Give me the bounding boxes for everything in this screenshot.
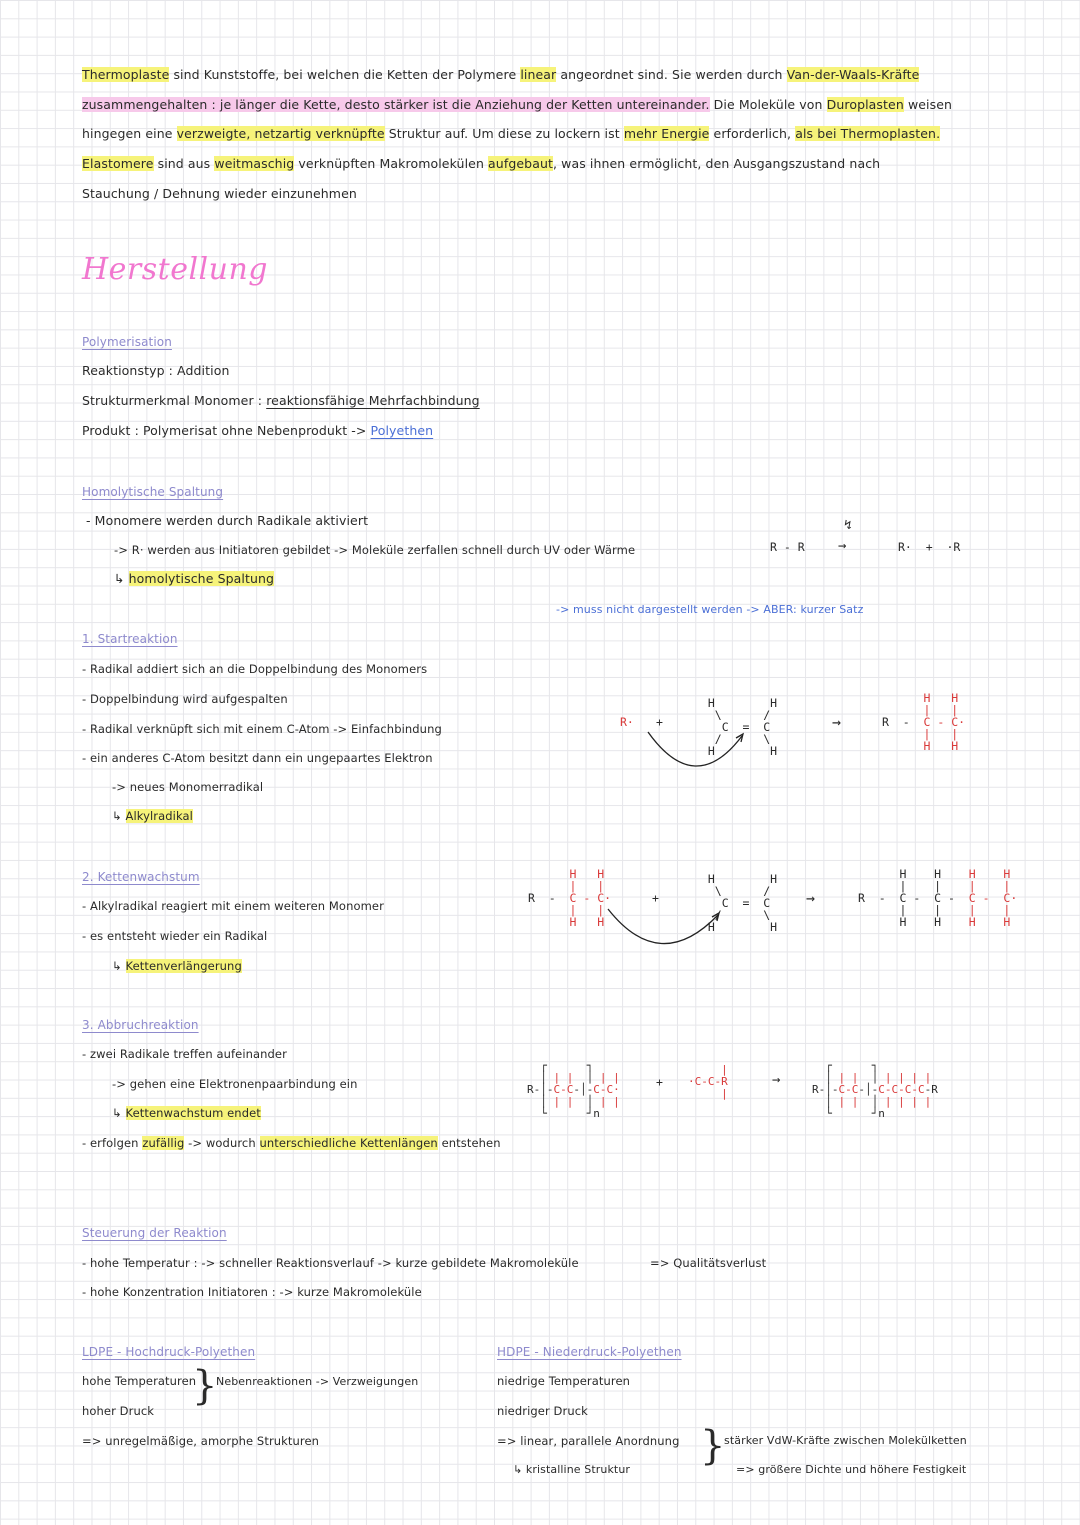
- intro-text: Die Moleküle von: [709, 97, 827, 112]
- term-thermoplaste: Thermoplaste: [82, 67, 170, 82]
- produkt-label: Produkt : Polymerisat ohne Nebenprodukt ->: [82, 423, 371, 438]
- term-als-thermoplasten: als bei Thermoplasten.: [795, 126, 941, 141]
- term-alkylradikal: Alkylradikal: [125, 809, 193, 823]
- intro-text: , was ihnen ermöglicht, den Ausgangszustand nach: [552, 156, 881, 171]
- reaction-arrow-termination: →: [772, 1072, 781, 1088]
- term-verzweigt: verzweigte, netzartig verknüpfte: [176, 126, 385, 141]
- electron-arrow-growth: [600, 905, 730, 965]
- ldpe-line-3: => unregelmäßige, amorphe Strukturen: [82, 1434, 320, 1448]
- abbruch-text: - erfolgen: [82, 1136, 143, 1150]
- intro-line-3: [82, 126, 940, 142]
- intro-line-5: Stauchung / Dehnung wieder einzunehmen: [82, 186, 357, 201]
- intro-text: sind Kunststoffe, bei welchen die Ketten der Polymere: [169, 67, 521, 82]
- alkyl-radical-product: H H | | R - C - C· | | H H: [882, 691, 966, 753]
- intro-text: Struktur auf. Um diese zu lockern ist: [384, 126, 624, 141]
- reaction-arrow-growth: →: [806, 889, 816, 907]
- homolytisch-line-2: -> R· werden aus Initiatoren gebildet -> Moleküle zerfallen schnell durch UV oder Wärme: [114, 543, 636, 557]
- hdpe-side-2: => größere Dichte und höhere Festigkeit: [736, 1463, 967, 1476]
- term-kettenwachstum-endet: Kettenwachstum endet: [125, 1106, 261, 1120]
- strukturmerkmal-line: [82, 393, 480, 409]
- alkyl-radical-reactant: H H | | R - C - C· | | H H: [528, 867, 612, 929]
- abbruch-line-1: - zwei Radikale treffen aufeinander: [82, 1047, 287, 1061]
- intro-text: angeordnet sind. Sie werden durch: [556, 67, 787, 82]
- terminated-chain: ┌ ┐ │ | | │ | | | | R-│-C-C-│-C-C-C-C-R │ | | │ | | | | └ ┘n: [812, 1059, 938, 1120]
- hdpe-line-3: => linear, parallele Anordnung: [497, 1434, 680, 1448]
- brace-hdpe: }: [700, 1423, 726, 1469]
- ethene-monomer-2: H H \ / C = C / \ H H: [707, 872, 778, 934]
- arrow-hook: ↳: [112, 959, 126, 973]
- start-line-2: - Doppelbindung wird aufgespalten: [82, 692, 288, 706]
- electron-arrow-start: [640, 728, 760, 788]
- plus-sign: +: [656, 1075, 663, 1089]
- intro-line-1: [82, 67, 919, 83]
- start-line-5: -> neues Monomerradikal: [112, 780, 264, 794]
- ldpe-line-1: hohe Temperaturen: [82, 1374, 197, 1388]
- start-line-1: - Radikal addiert sich an die Doppelbindung des Monomers: [82, 662, 428, 676]
- ketten-line-1: - Alkylradikal reagiert mit einem weiteren Monomer: [82, 899, 384, 913]
- homolytisch-line-1: - Monomere werden durch Radikale aktiviert: [86, 513, 369, 528]
- chain-radical-a: ┌ ┐ │ | | │ | | R-│-C-C-│-C-C· │ | | │ | | └ ┘n: [527, 1059, 620, 1120]
- steuerung-qualitaetsverlust: => Qualitätsverlust: [650, 1256, 767, 1270]
- produkt-line: [82, 423, 433, 439]
- hdpe-line-4: ↳ kristalline Struktur: [513, 1463, 631, 1476]
- strukturmerkmal-value: reaktionsfähige Mehrfachbindung: [266, 393, 480, 408]
- ethene-monomer: H H \ / C = C / \ H H: [707, 696, 778, 758]
- intro-text: hingegen eine: [82, 126, 177, 141]
- radical-b: | ·C-C-R |: [688, 1063, 728, 1100]
- term-kettenlaengen: unterschiedliche Kettenlängen: [259, 1136, 438, 1150]
- homolytisch-line-3: [114, 571, 274, 587]
- radical-r: R·: [620, 715, 634, 729]
- term-duroplasten: Duroplasten: [826, 97, 904, 112]
- term-kettenverlaengerung: Kettenverlängerung: [125, 959, 242, 973]
- heading-kettenwachstum: 2. Kettenwachstum: [82, 870, 200, 884]
- term-homolytische-spaltung: homolytische Spaltung: [128, 571, 275, 586]
- intro-text: weisen: [903, 97, 953, 112]
- intro-text: erforderlich,: [709, 126, 796, 141]
- term-aufgebaut: aufgebaut: [488, 156, 553, 171]
- heading-hdpe: HDPE - Niederdruck-Polyethen: [497, 1345, 682, 1359]
- heading-polymerisation: Polymerisation: [82, 335, 172, 349]
- steuerung-line-1: - hohe Temperatur : -> schneller Reaktionsverlauf -> kurze gebildete Makromoleküle: [82, 1256, 579, 1270]
- arrow-hook: ↳: [114, 571, 129, 586]
- steuerung-line-2: - hohe Konzentration Initiatoren : -> kurze Makromoleküle: [82, 1285, 422, 1299]
- term-zufaellig: zufällig: [142, 1136, 185, 1150]
- heading-startreaktion: 1. Startreaktion: [82, 632, 178, 646]
- abbruch-text: entstehen: [437, 1136, 501, 1150]
- ldpe-line-2: hoher Druck: [82, 1404, 155, 1418]
- intro-text: verknüpften Makromolekülen: [294, 156, 489, 171]
- intro-line-4: [82, 156, 880, 172]
- chain-radical-product: H H H H | | | | R - C - C - C - C· | | | | H H H H: [858, 867, 1018, 929]
- eq-arrow: →: [838, 538, 847, 554]
- intro-pink-highlight: zusammengehalten : je länger die Kette, desto stärker ist die Anziehung der Ketten untereinander.: [82, 97, 710, 112]
- start-line-3: - Radikal verknüpft sich mit einem C-Atom -> Einfachbindung: [82, 722, 442, 736]
- produkt-polyethen: Polyethen: [370, 423, 434, 438]
- eq-r-r: R - R: [770, 540, 805, 554]
- ketten-line-3: [112, 958, 242, 974]
- term-weitmaschig: weitmaschig: [214, 156, 295, 171]
- eq-products: R· + ·R: [898, 540, 961, 554]
- term-vdw: Van-der-Waals-Kräfte: [786, 67, 920, 82]
- page-title: Herstellung: [82, 252, 268, 287]
- ketten-line-2: - es entsteht wieder ein Radikal: [82, 929, 268, 943]
- intro-line-2: [82, 97, 952, 113]
- start-line-6: [112, 808, 193, 824]
- abbruch-line-3: [112, 1105, 261, 1121]
- abbruch-line-2: -> gehen eine Elektronenpaarbindung ein: [112, 1077, 358, 1091]
- lightning-icon: ↯: [844, 518, 852, 533]
- hdpe-line-2: niedriger Druck: [497, 1404, 588, 1418]
- reaktionstyp-line: Reaktionstyp : Addition: [82, 363, 230, 378]
- reaction-arrow-start: →: [832, 713, 842, 731]
- arrow-hook: ↳: [112, 1106, 126, 1120]
- abbruch-text: -> wodurch: [184, 1136, 260, 1150]
- strukturmerkmal-label: Strukturmerkmal Monomer :: [82, 393, 267, 408]
- homolytisch-note: -> muss nicht dargestellt werden -> ABER: kurzer Satz: [556, 603, 864, 616]
- heading-homolytische-spaltung: Homolytische Spaltung: [82, 485, 224, 499]
- heading-abbruchreaktion: 3. Abbruchreaktion: [82, 1018, 199, 1032]
- hdpe-line-1: niedrige Temperaturen: [497, 1374, 631, 1388]
- ldpe-side-note: Nebenreaktionen -> Verzweigungen: [216, 1375, 419, 1388]
- heading-steuerung: Steuerung der Reaktion: [82, 1226, 227, 1240]
- term-elastomere: Elastomere: [82, 156, 154, 171]
- hdpe-side-1: stärker VdW-Kräfte zwischen Molekülketten: [724, 1434, 967, 1447]
- arrow-hook: ↳: [112, 809, 126, 823]
- term-linear: linear: [520, 67, 557, 82]
- term-mehr-energie: mehr Energie: [623, 126, 710, 141]
- brace-ldpe: }: [192, 1363, 218, 1409]
- start-line-4: - ein anderes C-Atom besitzt dann ein ungepaartes Elektron: [82, 751, 433, 765]
- heading-ldpe: LDPE - Hochdruck-Polyethen: [82, 1345, 256, 1359]
- abbruch-line-4: [82, 1135, 501, 1151]
- intro-text: sind aus: [153, 156, 215, 171]
- plus-sign: +: [656, 715, 663, 729]
- plus-sign: +: [652, 891, 659, 905]
